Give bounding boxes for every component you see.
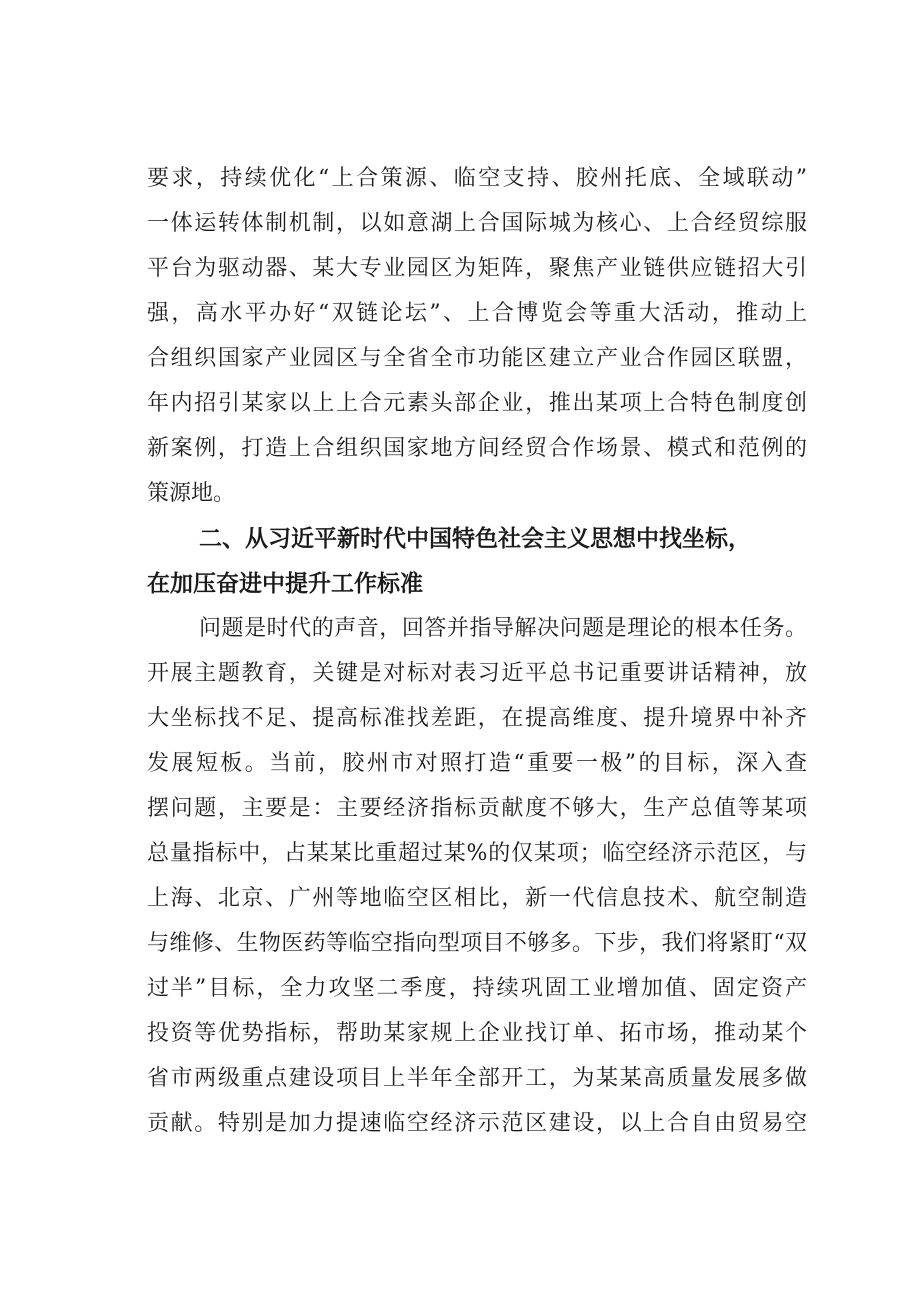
section-heading-2-line-2: 在加压奋进中提升工作标准 xyxy=(147,571,423,597)
paragraph-2-line-11: 省市两级重点建设项目上半年全部开工，为某某高质量发展多做 xyxy=(147,1066,807,1091)
paragraph-2-line-5: 摆问题，主要是：主要经济指标贡献度不够大，生产总值等某项 xyxy=(147,796,807,821)
paragraph-1-line-1: 要求，持续优化“上合策源、临空支持、胶州托底、全域联动” xyxy=(147,166,807,191)
paragraph-2-line-10: 投资等优势指标，帮助某家规上企业找订单、拓市场，推动某个 xyxy=(147,1021,807,1046)
paragraph-1-line-5: 合组织国家产业园区与全省全市功能区建立产业合作园区联盟， xyxy=(147,346,807,371)
paragraph-1-line-8: 策源地。 xyxy=(147,481,236,506)
paragraph-1-line-7: 新案例，打造上合组织国家地方间经贸合作场景、模式和范例的 xyxy=(147,436,807,461)
paragraph-1-line-2: 一体运转体制机制，以如意湖上合国际城为核心、上合经贸综服 xyxy=(147,211,807,236)
paragraph-2-line-9: 过半”目标，全力攻坚二季度，持续巩固工业增加值、固定资产 xyxy=(147,976,807,1001)
paragraph-1-line-6: 年内招引某家以上上合元素头部企业，推出某项上合特色制度创 xyxy=(147,391,807,416)
paragraph-2-line-3: 大坐标找不足、提高标准找差距，在提高维度、提升境界中补齐 xyxy=(147,706,807,731)
paragraph-2-line-6: 总量指标中，占某某比重超过某%的仅某项；临空经济示范区，与 xyxy=(147,841,807,866)
paragraph-2-line-8: 与维修、生物医药等临空指向型项目不够多。下步，我们将紧盯“双 xyxy=(147,931,807,956)
section-heading-2-line-1: 二、从习近平新时代中国特色社会主义思想中找坐标， xyxy=(199,526,751,552)
paragraph-2-line-1: 问题是时代的声音，回答并指导解决问题是理论的根本任务。 xyxy=(199,616,807,641)
paragraph-2-line-4: 发展短板。当前，胶州市对照打造“重要一极”的目标，深入查 xyxy=(147,751,807,776)
paragraph-1-line-4: 强，高水平办好“双链论坛”、上合博览会等重大活动，推动上 xyxy=(147,301,807,326)
paragraph-2-line-12: 贡献。特别是加力提速临空经济示范区建设，以上合自由贸易空 xyxy=(147,1111,807,1136)
paragraph-2-line-7: 上海、北京、广州等地临空区相比，新一代信息技术、航空制造 xyxy=(147,886,807,911)
paragraph-1-line-3: 平台为驱动器、某大专业园区为矩阵，聚焦产业链供应链招大引 xyxy=(147,256,807,281)
paragraph-2-line-2: 开展主题教育，关键是对标对表习近平总书记重要讲话精神，放 xyxy=(147,661,807,686)
